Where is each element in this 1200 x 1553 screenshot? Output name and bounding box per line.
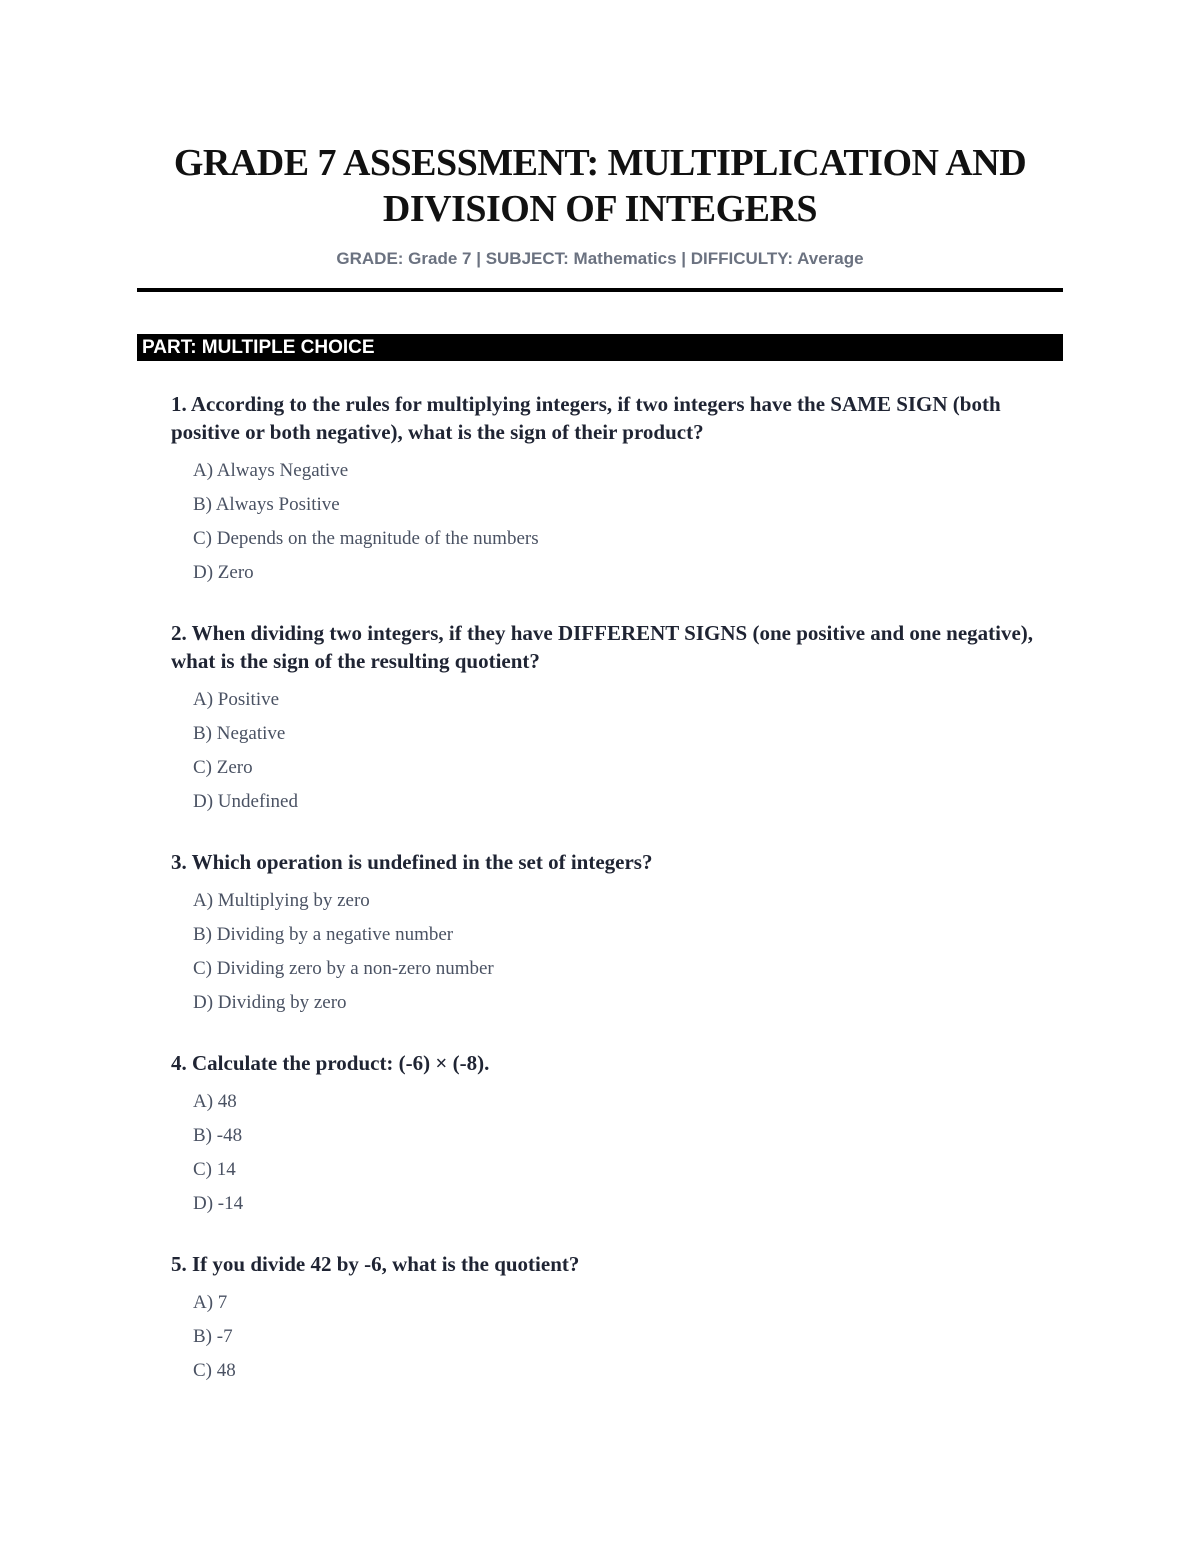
question-text: 5. If you divide 42 by -6, what is the quotient? <box>171 1252 580 1276</box>
option-b: B) Always Positive <box>193 494 340 515</box>
worksheet-page <box>137 0 1063 1388</box>
option-b: B) Dividing by a negative number <box>193 924 454 945</box>
question-text: 4. Calculate the product: (-6) × (-8). <box>171 1051 490 1075</box>
option-a: A) Always Negative <box>193 460 349 481</box>
document-title: GRADE 7 ASSESSMENT: MULTIPLICATION AND DIVISION OF INTEGERS <box>173 142 1027 230</box>
option-d: D) Dividing by zero <box>193 992 347 1013</box>
question-3 <box>171 848 1051 1020</box>
question-5 <box>171 1250 1051 1388</box>
option-a: A) Multiplying by zero <box>193 890 370 911</box>
question-1 <box>171 390 1051 590</box>
option-a: A) 7 <box>193 1292 228 1313</box>
option-c: C) Depends on the magnitude of the numbers <box>193 528 539 549</box>
option-list <box>193 1286 1051 1388</box>
title-divider <box>137 288 1063 292</box>
option-b: B) Negative <box>193 723 286 744</box>
option-list <box>193 884 1051 1020</box>
option-c: C) Dividing zero by a non-zero number <box>193 958 494 979</box>
option-b: B) -7 <box>193 1326 233 1347</box>
option-d: D) Undefined <box>193 791 298 812</box>
section-header: PART: MULTIPLE CHOICE <box>137 334 1063 361</box>
option-d: D) -14 <box>193 1193 244 1214</box>
question-text: 3. Which operation is undefined in the set of integers? <box>171 850 653 874</box>
option-c: C) 14 <box>193 1159 236 1180</box>
option-c: C) 48 <box>193 1360 236 1381</box>
option-list <box>193 683 1051 819</box>
document-meta: GRADE: Grade 7 | SUBJECT: Mathematics | DIFFICULTY: Average <box>336 249 864 268</box>
option-list <box>193 454 1051 590</box>
option-a: A) Positive <box>193 689 280 710</box>
option-c: C) Zero <box>193 757 253 778</box>
question-text: 1. According to the rules for multiplying integers, if two integers have the SAME SIGN (both positive or both negative), what is the sign of their product? <box>171 392 1001 444</box>
option-d: D) Zero <box>193 562 254 583</box>
option-a: A) 48 <box>193 1091 237 1112</box>
option-b: B) -48 <box>193 1125 243 1146</box>
question-text: 2. When dividing two integers, if they have DIFFERENT SIGNS (one positive and one negative), what is the sign of the resulting quotient? <box>171 621 1034 673</box>
option-list <box>193 1085 1051 1221</box>
question-2 <box>171 619 1051 819</box>
question-4 <box>171 1049 1051 1221</box>
